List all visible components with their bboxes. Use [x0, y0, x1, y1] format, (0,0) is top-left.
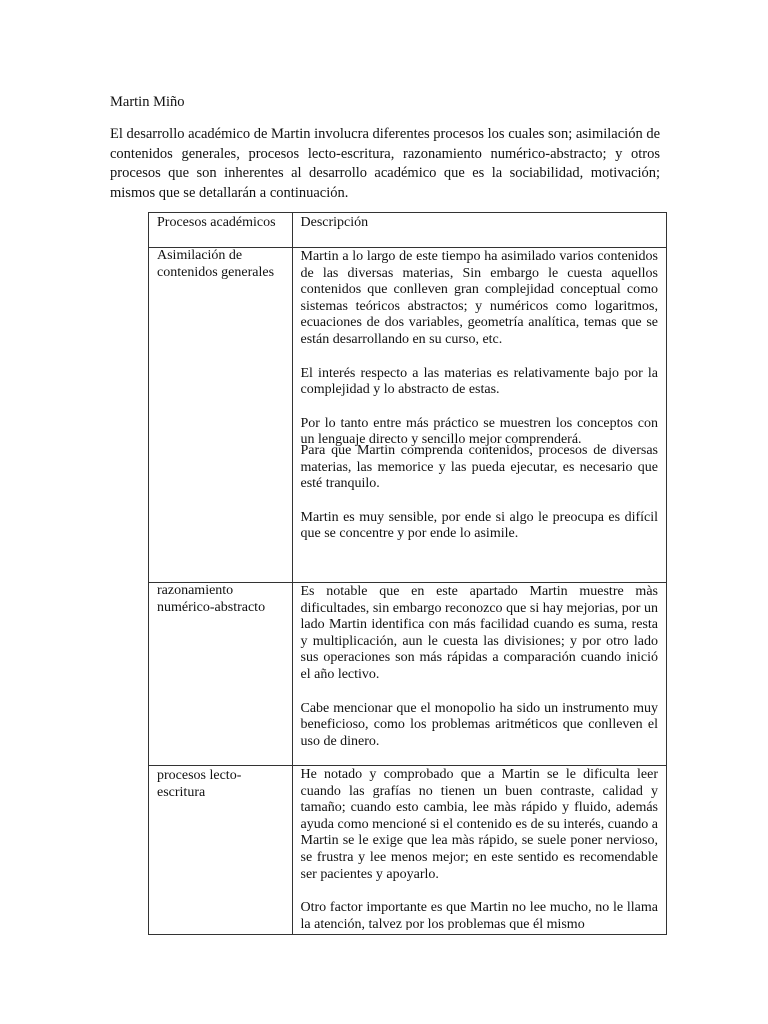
process-cell	[149, 766, 293, 935]
process-cell	[149, 583, 293, 766]
description-paragraph: Por lo tanto entre más práctico se muestren los conceptos con un lenguaje directo y sencillo mejor comprenderá.	[300, 415, 658, 448]
process-cell	[149, 248, 293, 583]
table-row	[149, 248, 667, 583]
description-cell	[292, 766, 667, 935]
description-text	[293, 766, 667, 930]
description-paragraph: Otro factor importante es que Martin no lee mucho, no le llama la atención, talvez por los problemas que él mismo	[300, 900, 658, 930]
process-name: Asimilación de contenidos generales	[157, 248, 275, 280]
header-processes: Procesos académicos	[157, 215, 276, 230]
description-paragraph: He notado y comprobado que a Martin se le dificulta leer cuando las grafías no tienen un buen contraste, calidad y tamaño; cuando esto cambia, lee màs rápido y fluido, además ayuda como mencioné si el contenido es de su interés, cuando a Martin se le exige que lea màs rápido, se suele poner nervioso, se frustra y lee menos mejor; en este sentido es recomendable ser pacientes y apoyarlo.	[300, 767, 658, 882]
description-text	[293, 583, 667, 750]
description-paragraph: Martin es muy sensible, por ende si algo le preocupa es difícil que se concentre y por ende lo asimile.	[300, 509, 658, 542]
description-clip	[293, 766, 667, 930]
processes-table	[148, 212, 667, 935]
description-cell	[292, 583, 667, 766]
author-name: Martin Miño	[110, 94, 185, 110]
description-paragraph: Para que Martin comprenda contenidos, procesos de diversas materias, las memorice y las pueda ejecutar, es necesario que esté tranquilo.	[300, 442, 658, 492]
table-row	[149, 583, 667, 766]
table-header-row	[149, 213, 667, 248]
process-name: razonamiento numérico-abstracto	[157, 583, 266, 615]
description-paragraph: Cabe mencionar que el monopolio ha sido un instrumento muy beneficioso, como los problemas aritméticos que conlleven el uso de dinero.	[300, 700, 658, 749]
description-cell	[292, 248, 667, 583]
header-cell-processes	[149, 213, 293, 248]
header-description: Descripción	[300, 215, 369, 230]
process-name: procesos lecto-escritura	[157, 768, 242, 800]
description-text	[293, 248, 667, 543]
description-paragraph: Martin a lo largo de este tiempo ha asimilado varios contenidos de las diversas materias, Sin embargo le cuesta aquellos contenidos que conlleven gran complejidad conceptual como sistemas teóricos abstractos; y numéricos como logaritmos, ecuaciones de dos variables, geometría analítica, temas que se están desarrollando en su curso, etc.	[300, 249, 658, 347]
description-paragraph: El interés respecto a las materias es relativamente bajo por la complejidad y lo abstracto de estas.	[300, 365, 658, 398]
description-paragraph: Es notable que en este apartado Martin muestre màs dificultades, sin embargo reconozco que si hay mejorias, por un lado Martin identifica con más facilidad cuando es suma, resta y multiplicación, aun le cuesta las divisiones; y por otro lado sus operaciones son más rápidas a comparación cuando inició el año lectivo.	[300, 584, 658, 682]
header-cell-description	[292, 213, 667, 248]
table-row	[149, 766, 667, 935]
intro-paragraph: El desarrollo académico de Martin involucra diferentes procesos los cuales son; asimilación de contenidos generales, procesos lecto-escritura, razonamiento numérico-abstracto; y otros procesos que son inherentes al desarrollo académico que es la sociabilidad, motivación; mismos que se detallarán a continuación.	[110, 126, 661, 201]
